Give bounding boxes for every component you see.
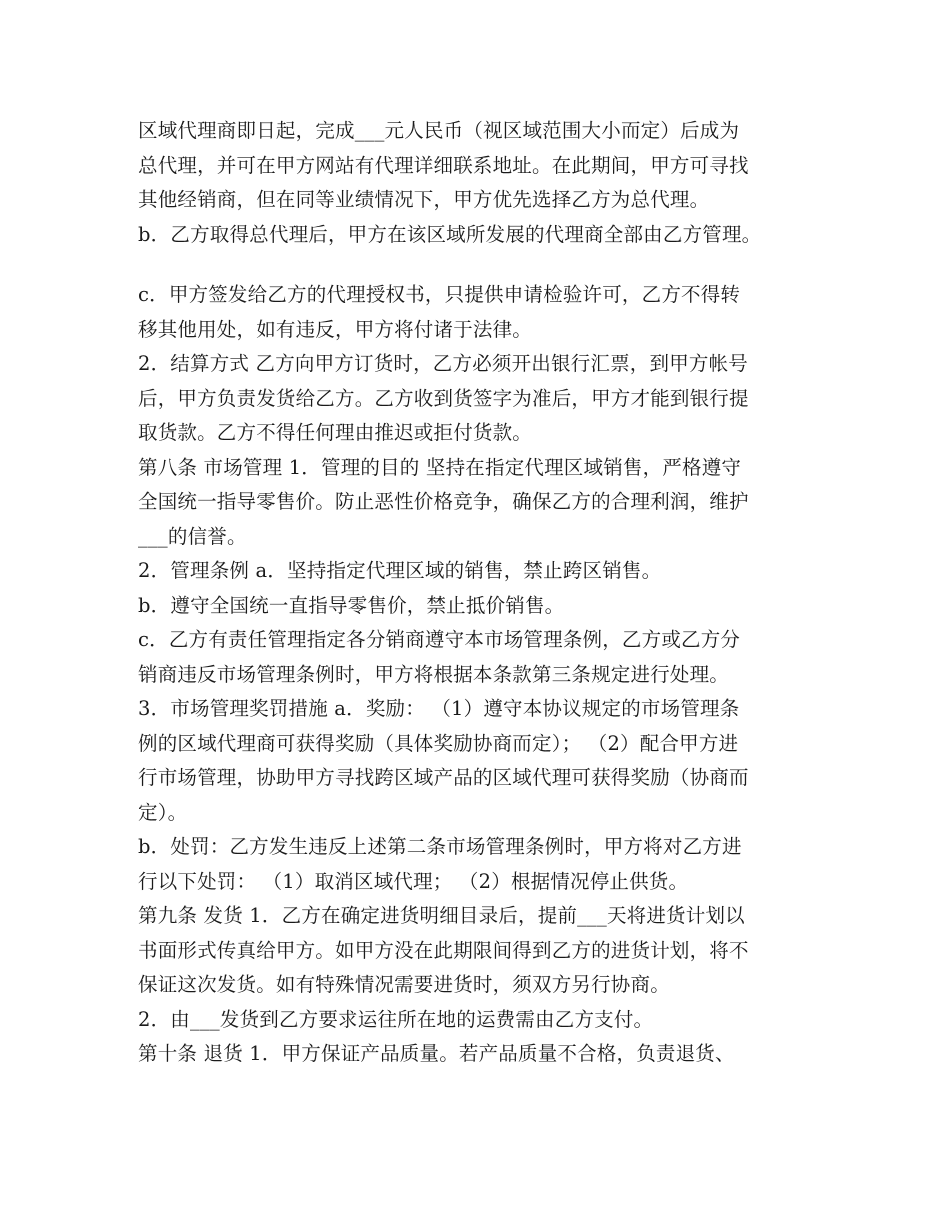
text-line: b．遵守全国统一直指导零售价，禁止抵价销售。 xyxy=(138,593,565,617)
text-line: 总代理，并可在甲方网站有代理详细联系地址。在此期间，甲方可寻找 xyxy=(138,153,749,177)
text-line: 例的区域代理商可获得奖励（具体奖励协商而定）； （2）配合甲方进 xyxy=(138,731,739,755)
text-line: 移其他用处，如有违反，甲方将付诸于法律。 xyxy=(138,317,533,341)
text-line: 其他经销商，但在同等业绩情况下，甲方优先选择乙方为总代理。 xyxy=(138,188,710,211)
text-line: b．乙方取得总代理后，甲方在该区域所发展的代理商全部由乙方管理。 xyxy=(138,222,762,246)
text-line: 行以下处罚： （1）取消区域代理； （2）根据情况停止供货。 xyxy=(138,869,689,893)
text-line: 2．由___发货到乙方要求运往所在地的运费需由乙方支付。 xyxy=(138,1007,654,1031)
text-line: 2．结算方式 乙方向甲方订货时，乙方必须开出银行汇票，到甲方帐号 xyxy=(138,352,749,375)
text-line: 行市场管理，协助甲方寻找跨区域产品的区域代理可获得奖励（协商而 xyxy=(138,766,749,789)
paragraph-gap xyxy=(138,252,828,278)
text-line: 书面形式传真给甲方。如甲方没在此期限间得到乙方的进货计划，将不 xyxy=(138,938,749,962)
text-line: 取货款。乙方不得任何理由推迟或拒付货款。 xyxy=(138,421,533,444)
text-line: 销商违反市场管理条例时，甲方将根据本条款第三条规定进行处理。 xyxy=(138,662,730,686)
contract-body-text xyxy=(138,114,828,1072)
text-line: c．乙方有责任管理指定各分销商遵守本市场管理条例，乙方或乙方分 xyxy=(138,628,741,651)
text-line: 第十条 退货 1．甲方保证产品质量。若产品质量不合格，负责退货、 xyxy=(138,1042,735,1065)
text-line: 区域代理商即日起，完成___元人民币（视区域范围大小而定）后成为 xyxy=(138,119,740,142)
text-line: b．处罚：乙方发生违反上述第二条市场管理条例时，甲方将对乙方进 xyxy=(138,835,742,858)
text-line: ___的信誉。 xyxy=(138,524,247,548)
text-line: c．甲方签发给乙方的代理授权书，只提供申请检验许可，乙方不得转 xyxy=(138,283,741,306)
text-line: 保证这次发货。如有特殊情况需要进货时，须双方另行协商。 xyxy=(138,973,670,996)
text-line: 2．管理条例 a．坚持指定代理区域的销售，禁止跨区销售。 xyxy=(138,559,662,582)
text-line: 全国统一指导零售价。防止恶性价格竞争，确保乙方的合理利润，维护 xyxy=(138,490,749,513)
text-line: 第八条 市场管理 1．管理的目的 坚持在指定代理区域销售，严格遵守 xyxy=(138,455,742,479)
text-line: 后，甲方负责发货给乙方。乙方收到货签字为准后，甲方才能到银行提 xyxy=(138,386,749,410)
text-line: 3．市场管理奖罚措施 a．奖励： （1）遵守本协议规定的市场管理条 xyxy=(138,697,740,720)
text-line: 第九条 发货 1．乙方在确定进货明细目录后，提前___天将进货计划以 xyxy=(138,904,745,927)
text-line: 定）。 xyxy=(138,800,188,824)
